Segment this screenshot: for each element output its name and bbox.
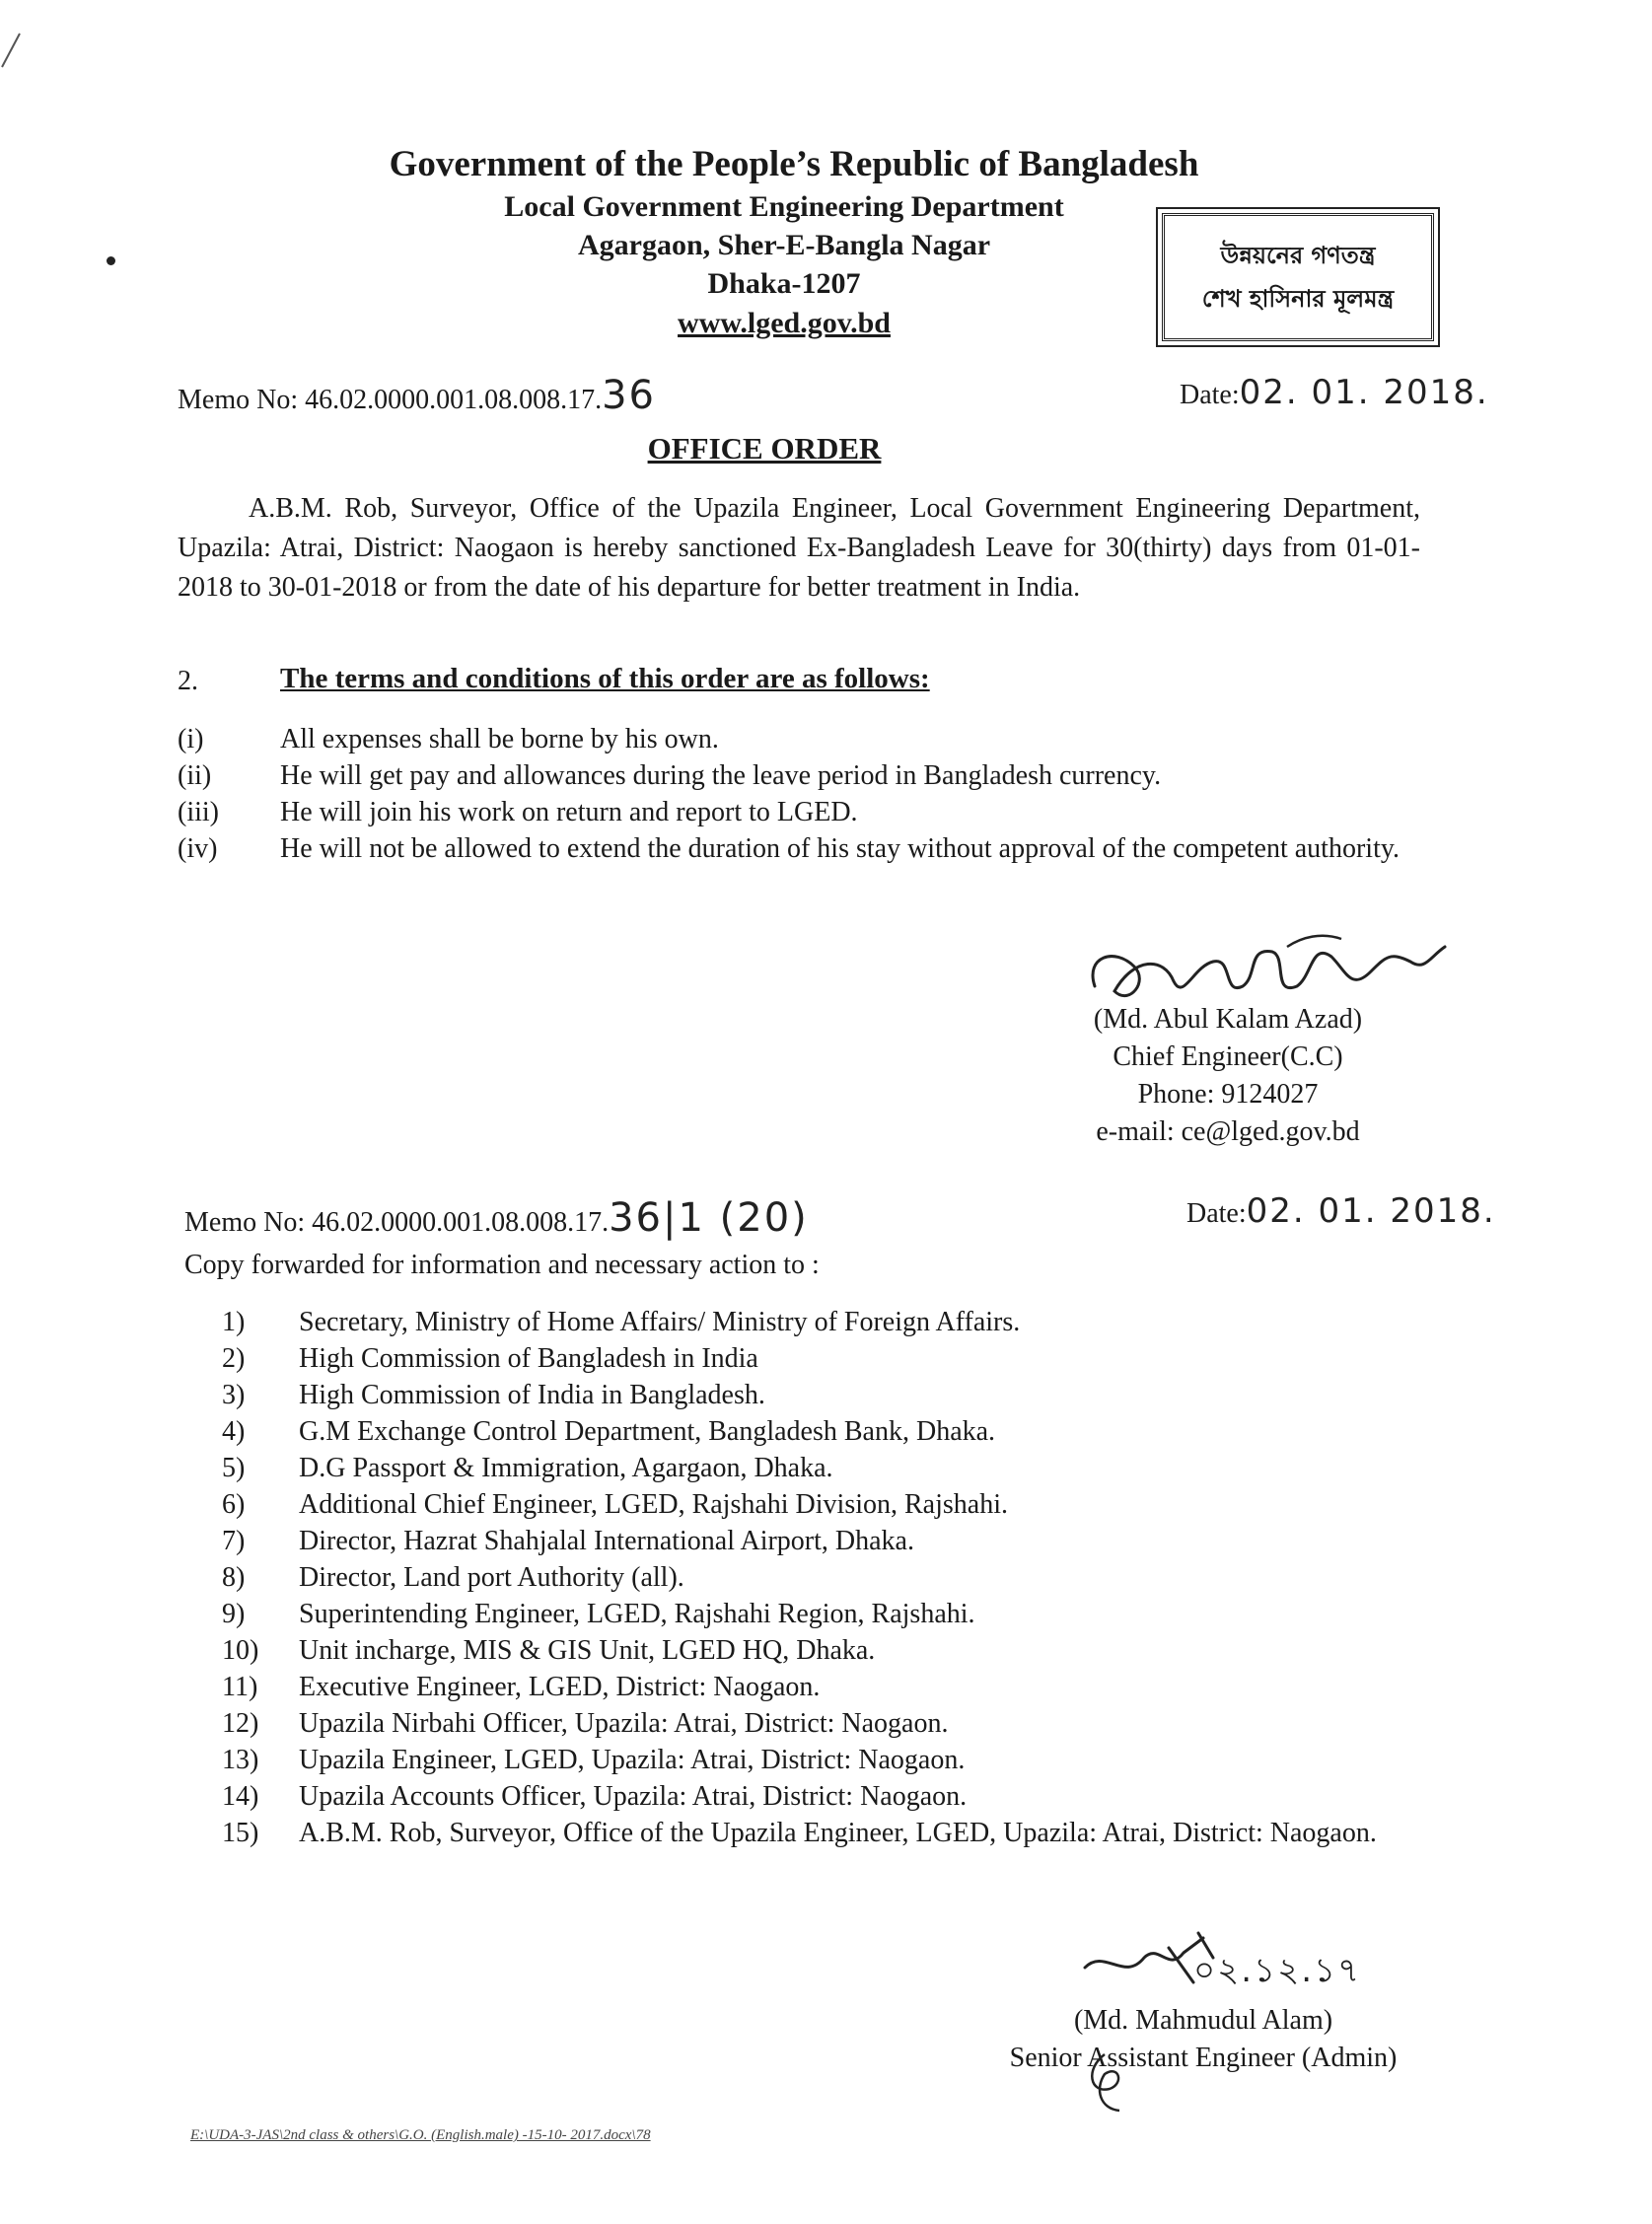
terms-item-number: (iv) — [178, 833, 218, 864]
distribution-list — [222, 1304, 1435, 1851]
distribution-item — [222, 1486, 1435, 1523]
distribution-item — [222, 1742, 1435, 1778]
distribution-item-number: 4) — [222, 1416, 246, 1447]
handwritten-sign-date: ০২.১২.১৭ — [1193, 1951, 1362, 1990]
distribution-item-number: 8) — [222, 1562, 246, 1593]
distribution-item-number: 11) — [222, 1672, 258, 1702]
distribution-item — [222, 1377, 1435, 1413]
chief-engineer-block — [1055, 1001, 1401, 1151]
distribution-item-number: 12) — [222, 1708, 259, 1739]
terms-item — [178, 721, 1420, 757]
distribution-item — [222, 1705, 1435, 1742]
terms-item-number: (ii) — [178, 760, 212, 791]
website-link[interactable]: www.lged.gov.bd — [678, 307, 891, 339]
office-order-body: A.B.M. Rob, Surveyor, Office of the Upazila Engineer, Local Government Engineering Department, Upazila: Atrai, District: Naogaon is hereby sanctioned Ex-Bangladesh Leave for 30(thirty) days from 01-01-2018 to 30-01-2018 or from the date of his departure for better treatment in India. — [178, 493, 1420, 603]
distribution-item-text: Superintending Engineer, LGED, Rajshahi Region, Rajshahi. — [299, 1599, 975, 1629]
distribution-item-number: 1) — [222, 1307, 246, 1337]
slogan-line-1: উন্নয়নের গণতন্ত্র — [1220, 242, 1376, 269]
memo-handwritten-number: 36|1 (20) — [609, 1195, 809, 1241]
distribution-item-text: Upazila Nirbahi Officer, Upazila: Atrai, District: Naogaon. — [299, 1708, 949, 1739]
terms-heading: The terms and conditions of this order are as follows: — [280, 663, 930, 694]
terms-item — [178, 757, 1420, 794]
date-label: Date: — [1186, 1198, 1247, 1229]
distribution-item-text: Additional Chief Engineer, LGED, Rajshahi Division, Rajshahi. — [299, 1489, 1008, 1520]
terms-item — [178, 794, 1420, 830]
distribution-item-text: Upazila Accounts Officer, Upazila: Atrai, District: Naogaon. — [299, 1781, 968, 1812]
memo-number-line-copy — [184, 1195, 809, 1241]
terms-section-number: 2. — [178, 666, 198, 696]
address-line: Agargaon, Sher-E-Bangla Nagar — [577, 229, 991, 261]
distribution-item-text: Director, Hazrat Shahjalal International Airport, Dhaka. — [299, 1526, 914, 1556]
distribution-item-number: 10) — [222, 1635, 259, 1666]
terms-item-text: He will get pay and allowances during the leave period in Bangladesh currency. — [280, 760, 1162, 791]
distribution-item — [222, 1596, 1435, 1632]
signatory-designation: Chief Engineer(C.C) — [1113, 1041, 1343, 1072]
distribution-item — [222, 1304, 1435, 1340]
signatory-name: (Md. Abul Kalam Azad) — [1093, 1004, 1363, 1035]
distribution-item-text: A.B.M. Rob, Surveyor, Office of the Upazila Engineer, LGED, Upazila: Atrai, District: Naogaon. — [299, 1818, 1377, 1848]
terms-item-number: (i) — [178, 724, 204, 754]
distribution-item — [222, 1413, 1435, 1450]
distribution-item-number: 9) — [222, 1599, 246, 1629]
terms-list — [178, 721, 1420, 867]
department-name: Local Government Engineering Department — [504, 190, 1064, 223]
memo-handwritten-number: 36 — [602, 373, 657, 418]
distribution-item — [222, 1815, 1435, 1851]
memo-date-line-copy — [1186, 1191, 1496, 1231]
memo-label: Memo No: 46.02.0000.001.08.008.17. — [184, 1207, 610, 1238]
signatory-phone: Phone: 9124027 — [1137, 1079, 1319, 1110]
corner-pen-mark — [0, 30, 30, 69]
signatory-name: (Md. Mahmudul Alam) — [1073, 2005, 1333, 2036]
terms-item-number: (iii) — [178, 797, 219, 827]
distribution-item — [222, 1340, 1435, 1377]
distribution-item-number: 7) — [222, 1526, 246, 1556]
distribution-item-number: 5) — [222, 1453, 246, 1483]
distribution-item-number: 13) — [222, 1745, 259, 1775]
distribution-item — [222, 1559, 1435, 1596]
distribution-item-text: High Commission of Bangladesh in India — [299, 1343, 758, 1374]
terms-item-text: He will not be allowed to extend the duration of his stay without approval of the competent authority. — [280, 833, 1401, 864]
government-title: Government of the People’s Republic of Bangladesh — [389, 144, 1199, 184]
distribution-item-text: D.G Passport & Immigration, Agargaon, Dhaka. — [299, 1453, 833, 1483]
distribution-item — [222, 1450, 1435, 1486]
file-path-footer: E:\UDA-3-JAS\2nd class & others\G.O. (English.male) -15-10- 2017.docx\78 — [190, 2127, 651, 2143]
distribution-item-number: 6) — [222, 1489, 246, 1520]
slogan-box — [1162, 213, 1434, 341]
terms-item-text: All expenses shall be borne by his own. — [280, 724, 719, 754]
office-order-heading: OFFICE ORDER — [647, 431, 882, 466]
signatory-designation: Senior Assistant Engineer (Admin) — [1009, 2043, 1398, 2073]
initial-scribble — [1075, 2049, 1134, 2118]
copy-forwarded-intro: Copy forwarded for information and necessary action to : — [184, 1250, 820, 1280]
distribution-item — [222, 1523, 1435, 1559]
memo-label: Memo No: 46.02.0000.001.08.008.17. — [178, 385, 603, 415]
handwritten-date: 02. 01. 2018. — [1239, 373, 1489, 412]
date-label: Date: — [1180, 380, 1240, 410]
distribution-item — [222, 1632, 1435, 1669]
terms-item — [178, 830, 1420, 867]
distribution-item-text: Executive Engineer, LGED, District: Naogaon. — [299, 1672, 821, 1702]
distribution-item — [222, 1778, 1435, 1815]
distribution-item-text: High Commission of India in Bangladesh. — [299, 1380, 765, 1410]
handwritten-date: 02. 01. 2018. — [1246, 1191, 1496, 1231]
distribution-item-text: Unit incharge, MIS & GIS Unit, LGED HQ, Dhaka. — [299, 1635, 876, 1666]
terms-item-text: He will join his work on return and report to LGED. — [280, 797, 858, 827]
signatory-email[interactable]: e-mail: ce@lged.gov.bd — [1096, 1116, 1360, 1147]
distribution-item-text: Upazila Engineer, LGED, Upazila: Atrai, District: Naogaon. — [299, 1745, 966, 1775]
distribution-item-number: 2) — [222, 1343, 246, 1374]
distribution-item-text: G.M Exchange Control Department, Bangladesh Bank, Dhaka. — [299, 1416, 996, 1447]
distribution-item-text: Director, Land port Authority (all). — [299, 1562, 684, 1593]
distribution-item-number: 15) — [222, 1818, 259, 1848]
city-line: Dhaka-1207 — [707, 267, 861, 300]
senior-assistant-engineer-block — [971, 2002, 1435, 2077]
memo-number-line — [178, 373, 656, 418]
slogan-line-2: শেখ হাসিনার মূলমন্ত্র — [1201, 285, 1395, 313]
distribution-item-number: 3) — [222, 1380, 246, 1410]
distribution-item-text: Secretary, Ministry of Home Affairs/ Ministry of Foreign Affairs. — [299, 1307, 1021, 1337]
distribution-item — [222, 1669, 1435, 1705]
distribution-item-number: 14) — [222, 1781, 259, 1812]
memo-date-line — [1180, 373, 1489, 412]
